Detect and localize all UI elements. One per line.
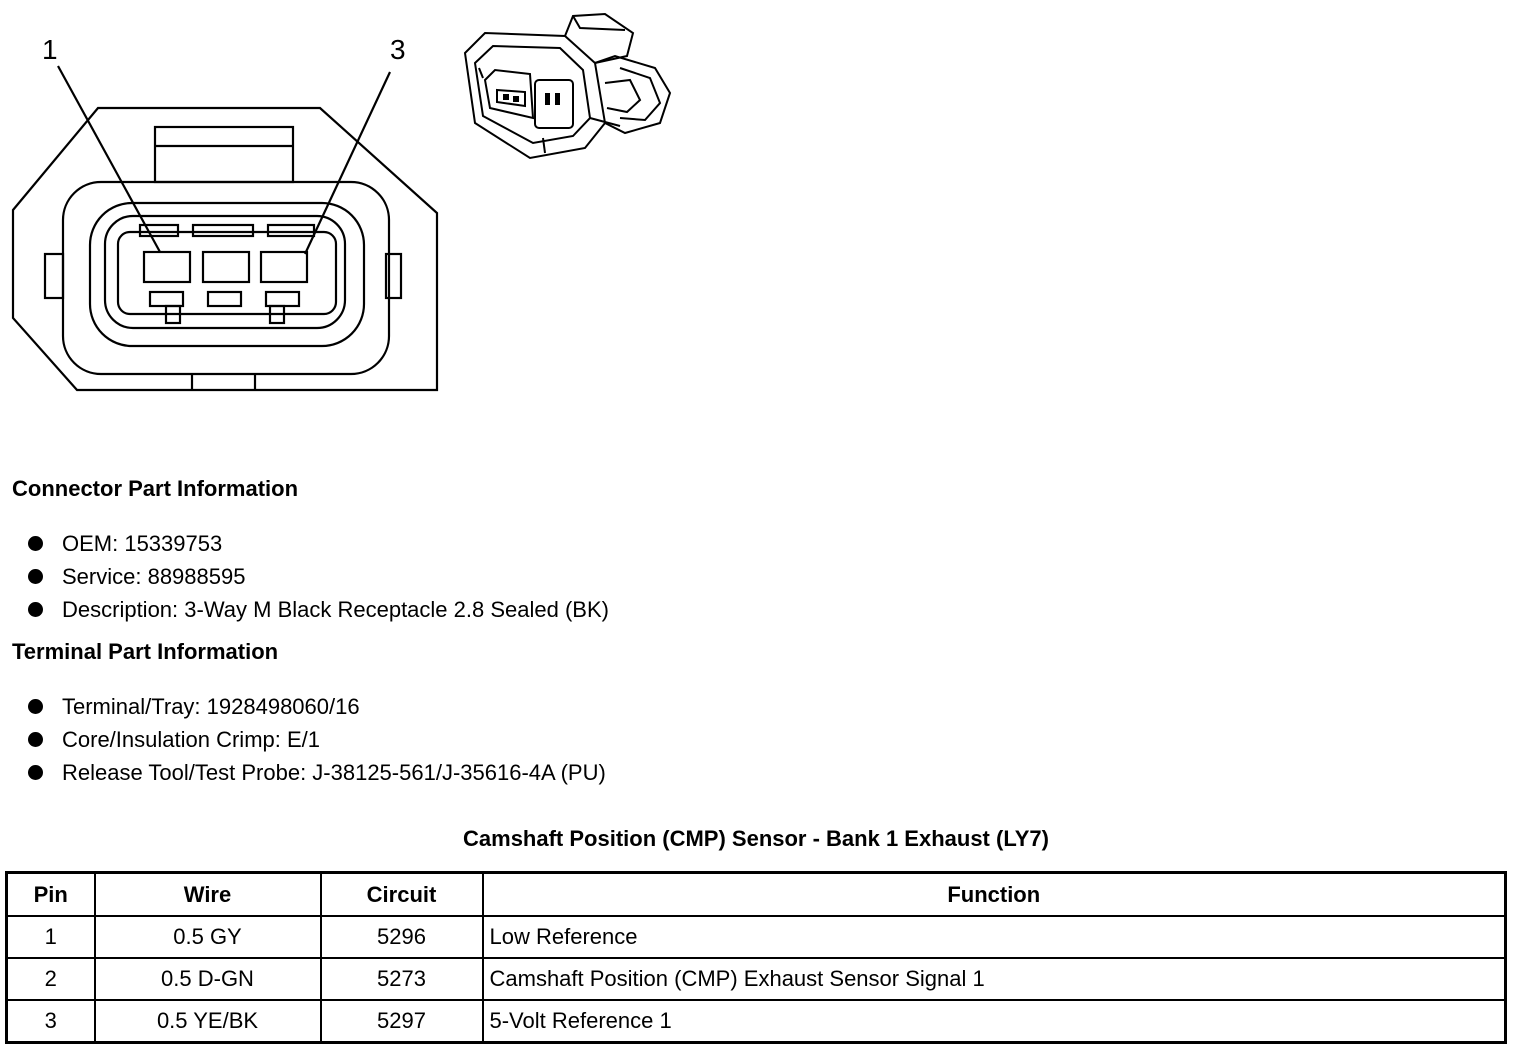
bullet-icon: [28, 699, 43, 714]
terminal-info-heading: Terminal Part Information: [12, 639, 279, 664]
list-item: [28, 723, 606, 756]
list-item: [28, 527, 609, 560]
bullet-icon: [28, 569, 43, 584]
list-item: [28, 756, 606, 789]
bullet-icon: [28, 765, 43, 780]
pin-table-title: Camshaft Position (CMP) Sensor - Bank 1 Exhaust (LY7): [463, 826, 1049, 851]
list-item: [28, 560, 609, 593]
table-row: [7, 958, 1506, 1000]
bullet-icon: [28, 602, 43, 617]
table-row: [7, 916, 1506, 958]
cell-circuit: 5297: [321, 1000, 483, 1043]
connector-info-heading: Connector Part Information: [12, 476, 299, 501]
cell-pin: 1: [7, 916, 95, 958]
header-wire: Wire: [95, 873, 321, 917]
connector-oem: OEM: 15339753: [62, 531, 223, 556]
cell-circuit: 5296: [321, 916, 483, 958]
table-row: [7, 1000, 1506, 1043]
bullet-icon: [28, 536, 43, 551]
connector-service: Service: 88988595: [62, 564, 246, 589]
table-header-row: [7, 873, 1506, 917]
terminal-crimp: Core/Insulation Crimp: E/1: [62, 727, 320, 752]
pin-table: [5, 871, 1507, 1044]
header-function: Function: [483, 873, 1506, 917]
cell-function: Low Reference: [483, 916, 1506, 958]
list-item: [28, 690, 606, 723]
cell-function: 5-Volt Reference 1: [483, 1000, 1506, 1043]
connector-description: Description: 3-Way M Black Receptacle 2.8 Sealed (BK): [62, 597, 609, 622]
list-item: [28, 593, 609, 626]
header-pin: Pin: [7, 873, 95, 917]
pin-3-label: 3: [390, 34, 406, 65]
bullet-icon: [28, 732, 43, 747]
terminal-tray: Terminal/Tray: 1928498060/16: [62, 694, 360, 719]
connector-3d-illustration: [455, 8, 680, 173]
header-circuit: Circuit: [321, 873, 483, 917]
cell-wire: 0.5 YE/BK: [95, 1000, 321, 1043]
cell-pin: 2: [7, 958, 95, 1000]
connector-face-diagram: [0, 0, 450, 400]
terminal-info-list: [28, 690, 606, 789]
cell-circuit: 5273: [321, 958, 483, 1000]
cell-wire: 0.5 D-GN: [95, 958, 321, 1000]
cell-wire: 0.5 GY: [95, 916, 321, 958]
terminal-release-tool: Release Tool/Test Probe: J-38125-561/J-35616-4A (PU): [62, 760, 606, 785]
connector-info-list: [28, 527, 609, 626]
cell-function: Camshaft Position (CMP) Exhaust Sensor Signal 1: [483, 958, 1506, 1000]
pin-1-label: 1: [42, 34, 58, 65]
cell-pin: 3: [7, 1000, 95, 1043]
